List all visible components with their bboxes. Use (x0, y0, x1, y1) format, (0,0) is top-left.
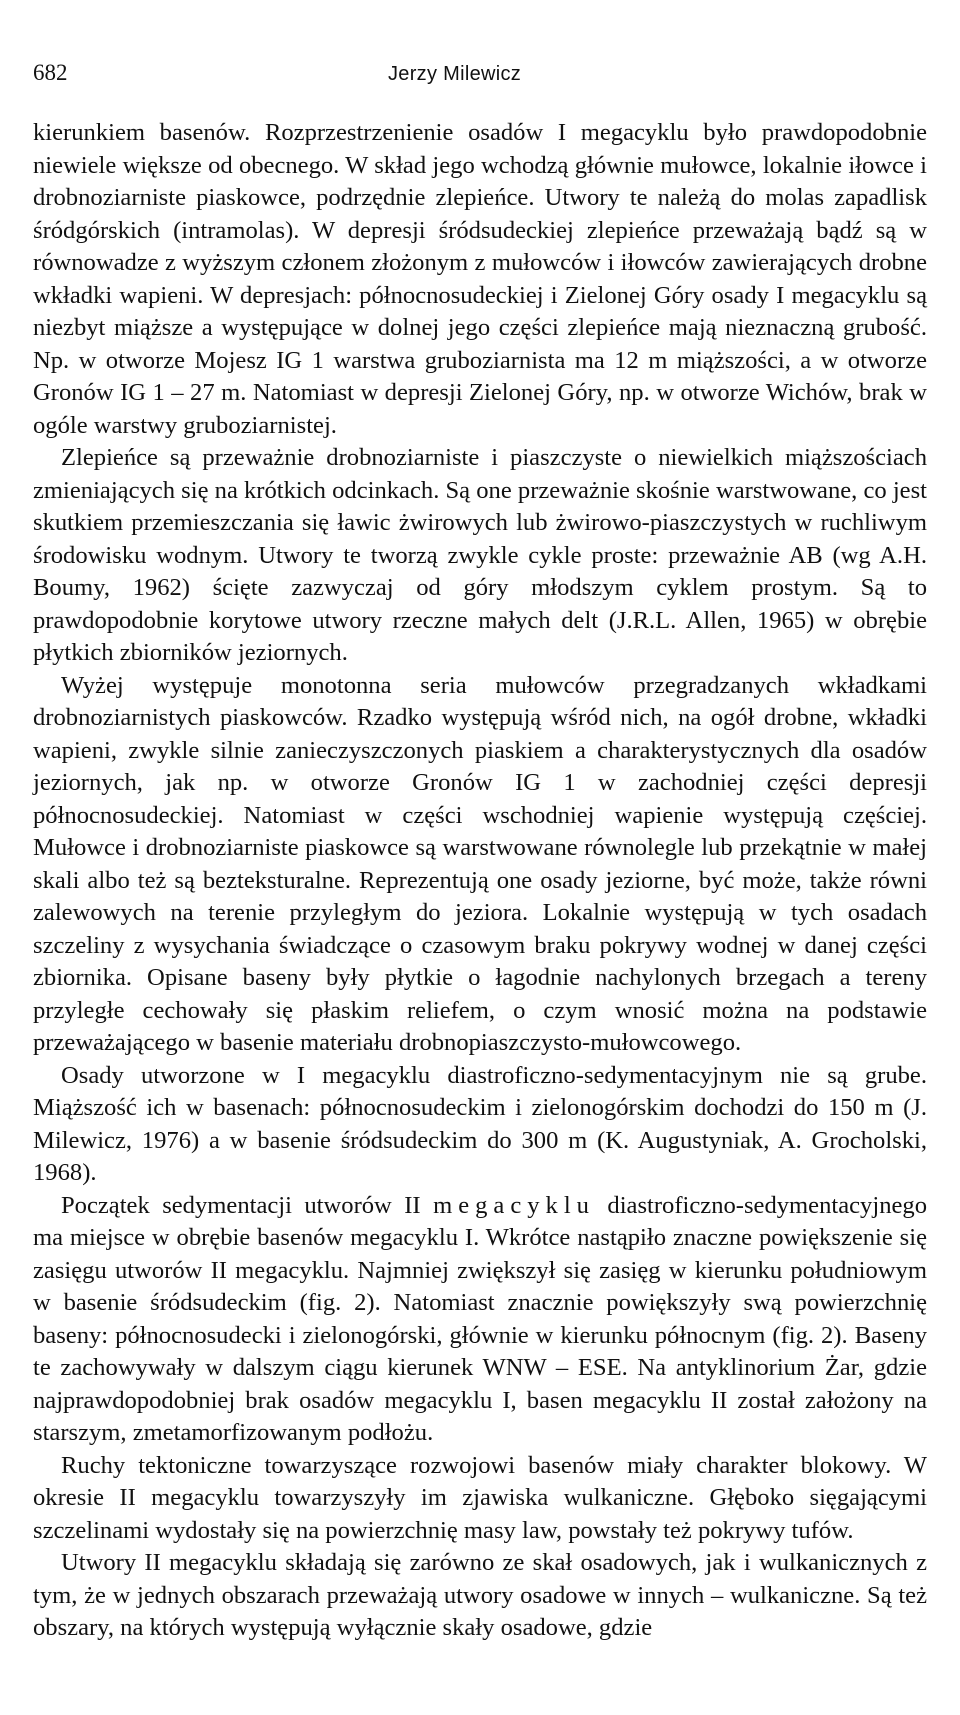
document-page (33, 60, 927, 1645)
page-number: 682 (33, 60, 68, 85)
running-head-author: Jerzy Milewicz (388, 63, 522, 85)
paragraph-1: kierunkiem basenów. Rozprzestrzenienie osadów I megacyklu było prawdopodobnie niewiele większe od obecnego. W skład jego wchodzą głównie mułowce, lokalnie iłowce i drobnoziarniste piaskowce, podrzędnie zlepieńce. Utwory te należą do molas zapadlisk śródgórskich (intramolas). W depresji śródsudeckiej zlepieńce przeważają bądź są w równowadze z wyższym członem złożonym z mułowców i iłowców zawierających drobne wkładki wapieni. W depresjach: północnosudeckiej i Zielonej Góry osady I megacyklu są niezbyt miąższe a występujące w dolnej jego części zlepieńce mają nieznaczną grubość. Np. w otworze Mojesz IG 1 warstwa gruboziarnista ma 12 m miąższości, a w otworze Gronów IG 1 – 27 m. Natomiast w depresji Zielonej Góry, np. w otworze Wichów, brak w ogóle warstwy gruboziarnistej. (33, 119, 927, 439)
paragraph-2: Zlepieńce są przeważnie drobnoziarniste i piaszczyste o niewielkich miąższościach zmieniających się na krótkich odcinkach. Są one przeważnie skośnie warstwowane, co jest skutkiem przemieszczania się ławic żwirowych lub żwirowo-piaszczystych w ruchliwym środowisku wodnym. Utwory te tworzą zwykle cykle proste: przeważnie AB (wg A.H. Boumy, 1962) ścięte zazwyczaj od góry młodszym cyklem prostym. Są to prawdopodobnie korytowe utwory rzeczne małych delt (J.R.L. Allen, 1965) w obrębie płytkich zbiorników jeziornych. (33, 444, 927, 666)
paragraph-6: Ruchy tektoniczne towarzyszące rozwojowi basenów miały charakter blokowy. W okresie II megacyklu towarzyszyły im zjawiska wulkaniczne. Głęboko sięgającymi szczelinami wydostały się na powierzchnię masy law, powstały też pokrywy tufów. (33, 1451, 927, 1544)
running-head (33, 60, 927, 100)
paragraph-5-start: Początek sedymentacji utworów II (61, 1191, 434, 1219)
paragraph-4: Osady utworzone w I megacyklu diastroficzno-sedymentacyjnym nie są grube. Miąższość ich w basenach: północnosudeckim i zielonogórskim dochodzi do 150 m (J. Milewicz, 1976) a w basenie śródsudeckim do 300 m (K. Augustyniak, A. Grocholski, 1968). (33, 1061, 927, 1186)
paragraph-7: Utwory II megacyklu składają się zarówno ze skał osadowych, jak i wulkanicznych z tym, że w jednych obszarach przeważają utwory osadowe w innych – wulkaniczne. Są też obszary, na których występują wyłącznie skały osadowe, gdzie (33, 1549, 927, 1641)
paragraph-5-end: diastroficzno-sedymentacyjnego ma miejsce w obrębie basenów megacyklu I. Wkrótce nastąpiło znaczne powiększenie się zasięgu utworów II megacyklu. Najmniej zwiększył się zasięg w kierunku południowym w basenie śródsudeckim (fig. 2). Natomiast znacznie powiększyły swą powierzchnię baseny: północnosudecki i zielonogórski, głównie w kierunku północnym (fig. 2). Baseny te zachowywały w dalszym ciągu kierunek WNW – ESE. Na antyklinorium Żar, gdzie najprawdopodobniej brak osadów megacyklu I, basen megacyklu II został założony na starszym, zmetamorfizowanym podłożu. (33, 1191, 927, 1446)
paragraph-5 (33, 1190, 927, 1450)
body-text (33, 117, 927, 1645)
paragraph-3: Wyżej występuje monotonna seria mułowców przegradzanych wkładkami drobnoziarnistych piaskowców. Rzadko występują wśród nich, na ogół drobne, wkładki wapieni, zwykle silnie zanieczyszczonych piaskiem a charakterystycznych dla osadów jeziornych, jak np. w otworze Gronów IG 1 w zachodniej części depresji północnosudeckiej. Natomiast w części wschodniej wapienie występują częściej. Mułowce i drobnoziarniste piaskowce są warstwowane równolegle lub przekątnie w małej skali albo też są bezteksturalne. Reprezentują one osady jeziorne, być może, także równi zalewowych na terenie przyległym do jeziora. Lokalnie występują w tych osadach szczeliny z wysychania świadczące o czasowym braku pokrywy wodnej w danej części zbiornika. Opisane baseny były płytkie o łagodnie nachylonych brzegach a tereny przyległe cechowały się płaskim reliefem, o czym wnosić można na podstawie przeważającego w basenie materiału drobnopiaszczysto-mułowcowego. (33, 671, 927, 1056)
spaced-term: megacyklu (433, 1191, 595, 1219)
